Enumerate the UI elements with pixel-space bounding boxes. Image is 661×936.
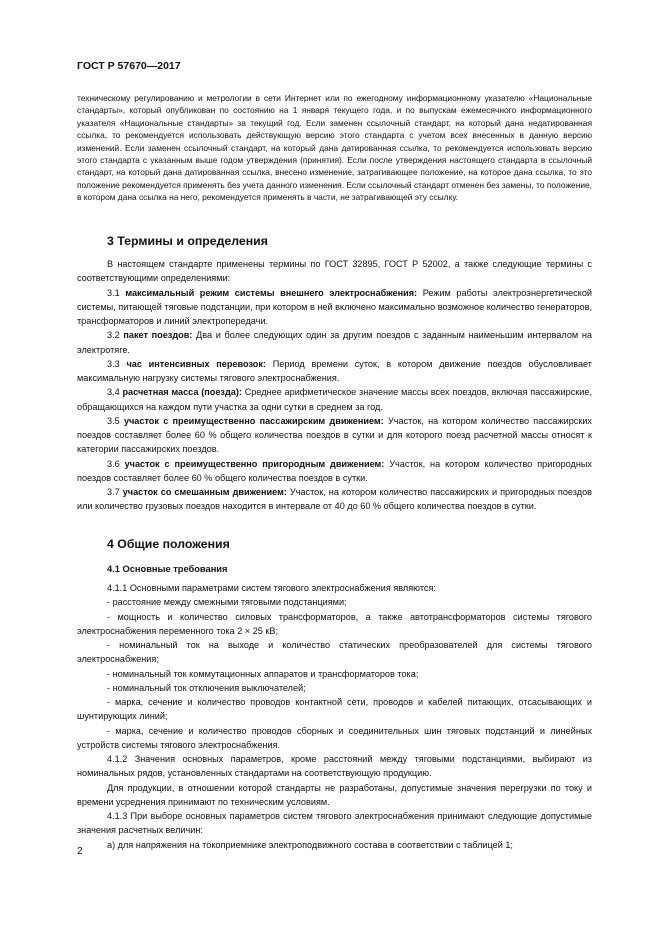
term-3-4: 3.4 расчетная масса (поезда): Среднее арифметическое значение массы всех поездов, включая пассажирские, обращающихся на каждом пути участка за одни сутки в среднем за год. xyxy=(77,387,592,412)
term-3-2: 3.2 пакет поездов: Два и более следующих один за другим поездов с заданным наименьшим интервалом на электротяге. xyxy=(77,330,592,355)
term-name: пакет поездов: xyxy=(123,330,193,341)
section-3-intro: В настоящем стандарте применены термины по ГОСТ 32895, ГОСТ Р 52002, а также следующие термины с соответствующими определениями: xyxy=(77,259,592,284)
term-name: максимальный режим системы внешнего электроснабжения: xyxy=(125,287,418,298)
subsection-4-1-heading: 4.1 Основные требования xyxy=(107,564,228,574)
section-4-heading: 4 Общие положения xyxy=(107,537,230,551)
intro-paragraph: техническому регулированию и метрологии в сети Интернет или по ежегодному информационному указателю «Национальные стандарты», который опубликован по состоянию на 1 января текущего года, и по выпускам ежемесячного информационного указателя «Национальные стандарты» за текущий год. Если заменен ссылочный стандарт, на который дана недатированная ссылка, то рекомендуется использовать действующую версию этого стандарта с учетом всех внесенных в данную версию изменений. Если заменен ссылочный стандарт, на который дана датированная ссылка, то рекомендуется использовать версию этого стандарта с указанным выше годом утверждения (принятия). Если после утверждения настоящего стандарта в ссылочный стандарт, на который дана датированная ссылка, внесено изменение, затрагивающее положение, на которое дана ссылка, то это положение рекомендуется применять без учета данного изменения. Если ссылочный стандарт отменен без замены, то положение, в котором дана ссылка на него, рекомендуется применять в части, не затрагивающей эту ссылку. xyxy=(77,93,592,203)
list-item: - номинальный ток на выходе и количество статических преобразователей для системы тягового электроснабжения; xyxy=(77,640,592,665)
term-name: участок с преимущественно пригородным движением: xyxy=(124,458,385,469)
term-name: расчетная масса (поезда): xyxy=(122,387,242,398)
paragraph-4-1-3-a: а) для напряжения на токоприемнике электроподвижного состава в соответствии с таблицей 1; xyxy=(107,839,513,850)
list-item: - номинальный ток коммутационных аппаратов и трансформаторов тока; xyxy=(107,668,419,679)
document-header: ГОСТ Р 57670—2017 xyxy=(77,60,181,72)
section-3-heading: 3 Термины и определения xyxy=(107,234,268,248)
term-3-5: 3.5 участок с преимущественно пассажирским движением: Участок, на котором количество пассажирских поездов составляет более 60 % общего количества поездов в сутки и для которого поезд расчетной массы относят к категории пассажирских поездов. xyxy=(77,415,592,455)
page-number: 2 xyxy=(77,846,83,857)
term-name: час интенсивных перевозок: xyxy=(126,358,266,369)
section-4-body xyxy=(77,581,592,852)
term-3-7: 3.7 участок со смешанным движением: Участок, на котором количество пассажирских и пригородных поездов или количество грузовых поездов находится в интервале от 40 до 60 % общего количества поездов в сутки. xyxy=(77,487,592,512)
term-name: участок с преимущественно пассажирским движением: xyxy=(123,415,384,426)
term-3-3: 3.3 час интенсивных перевозок: Период времени суток, в котором движение поездов обусловливает максимальную нагрузку системы тягового электроснабжения. xyxy=(77,358,592,383)
paragraph-4-1-1: 4.1.1 Основными параметрами систем тягового электроснабжения являются: xyxy=(107,583,436,593)
term-3-1: 3.1 максимальный режим системы внешнего электроснабжения: Режим работы электроэнергетической системы, питающей тяговые подстанции, при котором в ней включено максимально возможное количество генераторов, трансформаторов и линий электропередачи. xyxy=(77,287,592,326)
list-item: - марка, сечение и количество проводов контактной сети, проводов и кабелей питающих, отсасывающих и шунтирующих линий; xyxy=(77,697,592,722)
term-name: участок со смешанным движением: xyxy=(122,487,287,497)
section-3-body xyxy=(77,257,592,514)
paragraph-4-1-3: 4.1.3 При выборе основных параметров систем тягового электроснабжения принимают следующие допустимые значения расчетных величин: xyxy=(77,811,592,836)
paragraph-4-1-2: 4.1.2 Значения основных параметров, кроме расстояний между тяговыми подстанциями, выбирают из номинальных рядов, установленных стандартами на соответствующую продукцию. xyxy=(77,754,592,779)
list-item: - мощность и количество силовых трансформаторов, а также автотрансформаторов системы тягового электроснабжения переменного тока 2 × 25 кВ; xyxy=(77,611,592,636)
list-item: - номинальный ток отключения выключателей; xyxy=(107,682,306,693)
list-item: - марка, сечение и количество проводов сборных и соединительных шин тяговых подстанций и линейных устройств системы тягового электроснабжения. xyxy=(77,725,592,750)
list-item: - расстояние между смежными тяговыми подстанциями; xyxy=(107,597,347,608)
paragraph-4-1-2-b: Для продукции, в отношении которой стандарты не разработаны, допустимые значения перегрузки по току и времени усреднения принимают по техническим условиям. xyxy=(77,782,592,807)
term-3-6: 3.6 участок с преимущественно пригородным движением: Участок, на котором количество пригородных поездов составляет более 60 % общего количества поездов в сутки. xyxy=(77,458,592,483)
